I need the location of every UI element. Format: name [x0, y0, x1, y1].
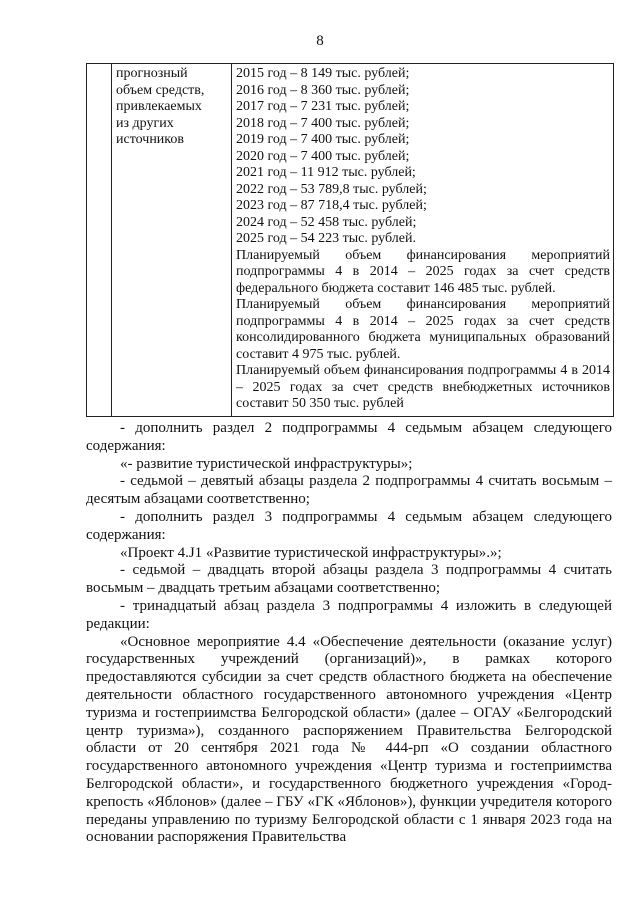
- body-paragraph: «Проект 4.J1 «Развитие туристической инфраструктуры».»;: [120, 544, 502, 561]
- body-paragraph: - дополнить раздел 3 подпрограммы 4 седьмым абзацем следующего содержания:: [86, 508, 612, 543]
- source-label-line: прогнозный: [116, 66, 188, 81]
- year-amount: 2019 год – 7 400 тыс. рублей;: [236, 132, 410, 147]
- source-label-cell: [112, 64, 232, 417]
- body-paragraph: - дополнить раздел 2 подпрограммы 4 седьмым абзацем следующего содержания:: [86, 420, 612, 454]
- source-label-line: объем средств,: [116, 82, 205, 98]
- federal-budget-paragraph: Планируемый объем финансирования мероприятий подпрограммы 4 в 2014 – 2025 годах за счет средств федерального бюджета составит 146 485 тыс. рублей.: [236, 247, 610, 296]
- year-amount: 2024 год – 52 458 тыс. рублей;: [236, 214, 417, 230]
- body-paragraph: - седьмой – девятый абзацы раздела 2 подпрограммы 4 считать восьмым – десятым абзацами соответственно;: [86, 473, 612, 508]
- amounts-cell: [232, 64, 614, 417]
- year-amount: 2018 год – 7 400 тыс. рублей;: [236, 115, 410, 131]
- page-number: 8: [316, 33, 324, 49]
- document-body: [86, 420, 612, 847]
- year-amount: 2015 год – 8 149 тыс. рублей;: [236, 66, 410, 81]
- year-amount: 2022 год – 53 789,8 тыс. рублей;: [236, 181, 427, 197]
- empty-cell: [87, 64, 112, 417]
- year-amount: 2017 год – 7 231 тыс. рублей;: [236, 99, 410, 114]
- source-label-line: источников: [116, 132, 185, 147]
- body-paragraph: «Основное мероприятие 4.4 «Обеспечение деятельности (оказание услуг) государственных учреждений (организаций)», в рамках которого предоставляются субсидии за счет средств областного бюджета на обеспечение деятельности областного государственного автономного учреждения «Центр туризма и гостеприимства Белгородской области» (далее – ОГАУ «Белгородский центр туризма»), созданного распоряжением Правительства Белгородской области от 20 сентября 2021 года № 444-рп «О создании областного государственного автономного учреждения «Центр туризма и гостеприимства Белгородской области», и государственного бюджетного учреждения «Город-крепость «Яблонов» (далее – ГБУ «ГК «Яблонов»), функции учредителя которого переданы управлению по туризму Белгородской области с 1 января 2023 года на основании распоряжения Правительства: [86, 633, 612, 846]
- body-paragraph: - тринадцатый абзац раздела 3 подпрограммы 4 изложить в следующей редакции:: [86, 597, 612, 632]
- extrabudgetary-paragraph: Планируемый объем финансирования подпрограммы 4 в 2014 – 2025 годах за счет средств внебюджетных источников составит 50 350 тыс. рублей: [236, 363, 610, 411]
- source-label-line: привлекаемых: [116, 99, 202, 114]
- financing-table: [86, 63, 614, 417]
- body-paragraph: «- развитие туристической инфраструктуры»;: [120, 455, 413, 472]
- municipal-budget-paragraph: Планируемый объем финансирования мероприятий подпрограммы 4 в 2014 – 2025 годах за счет средств консолидированного бюджета муниципальных образований составит 4 975 тыс. рублей.: [236, 297, 610, 362]
- table-row: [87, 64, 614, 417]
- year-amount: 2023 год – 87 718,4 тыс. рублей;: [236, 198, 427, 213]
- year-amount: 2021 год – 11 912 тыс. рублей;: [236, 165, 416, 180]
- year-amount: 2025 год – 54 223 тыс. рублей.: [236, 231, 416, 246]
- year-amount: 2016 год – 8 360 тыс. рублей;: [236, 82, 410, 98]
- source-label-line: из других: [116, 115, 174, 131]
- body-paragraph: - седьмой – двадцать второй абзацы раздела 3 подпрограммы 4 считать восьмым – двадцать третьим абзацами соответственно;: [86, 562, 612, 597]
- year-amount: 2020 год – 7 400 тыс. рублей;: [236, 148, 410, 164]
